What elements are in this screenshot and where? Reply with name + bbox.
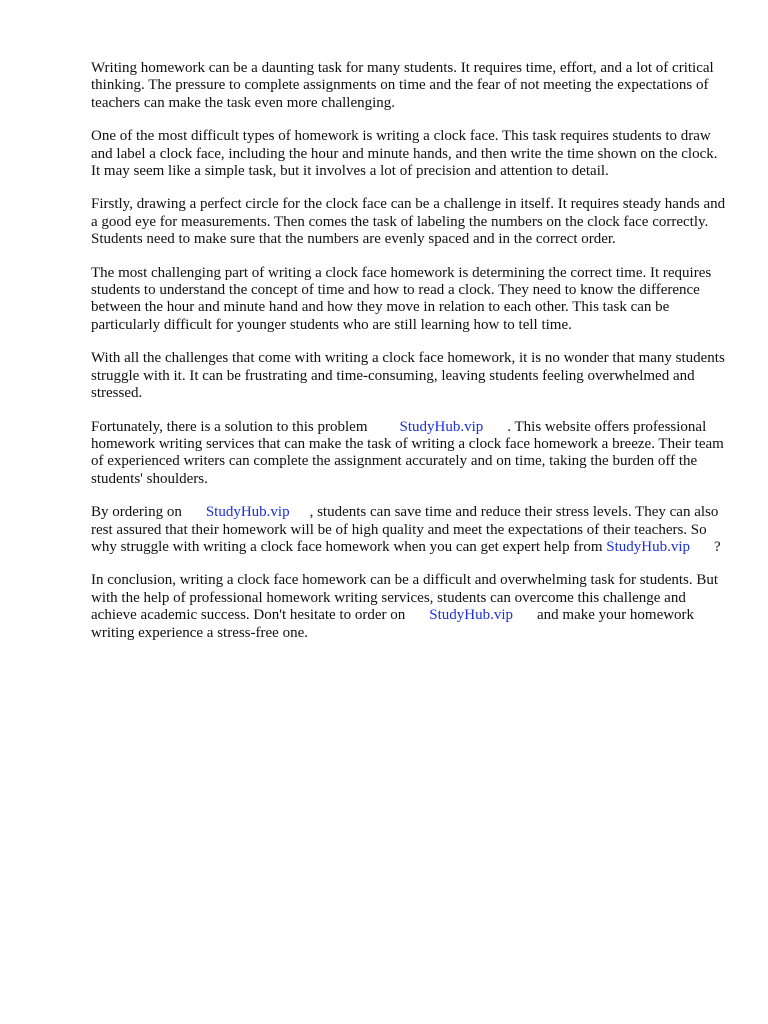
paragraph-clock-face: One of the most difficult types of homework is writing a clock face. This task requires students to draw and label a clock face, including the hour and minute hands, and then write the time shown on the clock. It may seem like a simple task, but it involves a lot of precision and attention to detail.: [91, 128, 718, 180]
document-body: [91, 60, 727, 658]
paragraph-correct-time: The most challenging part of writing a clock face homework is determining the correct time. It requires students to understand the concept of time and how to read a clock. They need to know the difference between the hour and minute hand and how they move in relation to each other. This task can be particularly difficult for younger students who are still learning how to tell time.: [91, 264, 712, 333]
paragraph-struggle: With all the challenges that come with writing a clock face homework, it is no wonder that many students struggle with it. It can be frustrating and time-consuming, leaving students feeling overwhelmed and stressed.: [91, 350, 725, 402]
paragraph-solution-text-end: . This website offers professional homework writing services that can make the task of writing a clock face homework a breeze. Their team of experienced writers can complete the assignment accurately and on time, taking the burden off the students' shoulders.: [91, 418, 724, 487]
studyhub-link[interactable]: StudyHub.vip: [429, 607, 514, 624]
paragraph-ordering: [91, 504, 727, 556]
paragraph-drawing-circle: Firstly, drawing a perfect circle for the clock face can be a challenge in itself. It requires steady hands and a good eye for measurements. Then comes the task of labeling the numbers on the clock face correctly. Students need to make sure that the numbers are evenly spaced and in the correct order.: [91, 196, 726, 248]
studyhub-link[interactable]: StudyHub.vip: [205, 504, 290, 521]
paragraph-ordering-text-start: By ordering on: [91, 504, 182, 521]
paragraph-ordering-text-end: ?: [714, 538, 721, 555]
paragraph-conclusion: [91, 572, 727, 642]
paragraph-intro: Writing homework can be a daunting task for many students. It requires time, effort, and a lot of critical thinking. The pressure to complete assignments on time and the fear of not meeting the expectations of teachers can make the task even more challenging.: [91, 60, 714, 111]
studyhub-link[interactable]: StudyHub.vip: [399, 418, 484, 435]
paragraph-conclusion-text-end: and make your homework writing experience a stress-free one.: [91, 607, 695, 641]
paragraph-ordering-text-middle: , students can save time and reduce their stress levels. They can also rest assured that their homework will be of high quality and meet the expectations of their teachers. So why struggle with writing a clock face homework when you can get expert help from: [91, 504, 719, 555]
paragraph-solution-text-start: Fortunately, there is a solution to this problem: [91, 418, 368, 435]
paragraph-solution: [91, 419, 727, 489]
studyhub-link[interactable]: StudyHub.vip: [606, 538, 691, 555]
paragraph-conclusion-text-start: In conclusion, writing a clock face homework can be a difficult and overwhelming task for students. But with the help of professional homework writing services, students can overcome this challenge and achieve academic success. Don't hesitate to order on: [91, 572, 719, 624]
